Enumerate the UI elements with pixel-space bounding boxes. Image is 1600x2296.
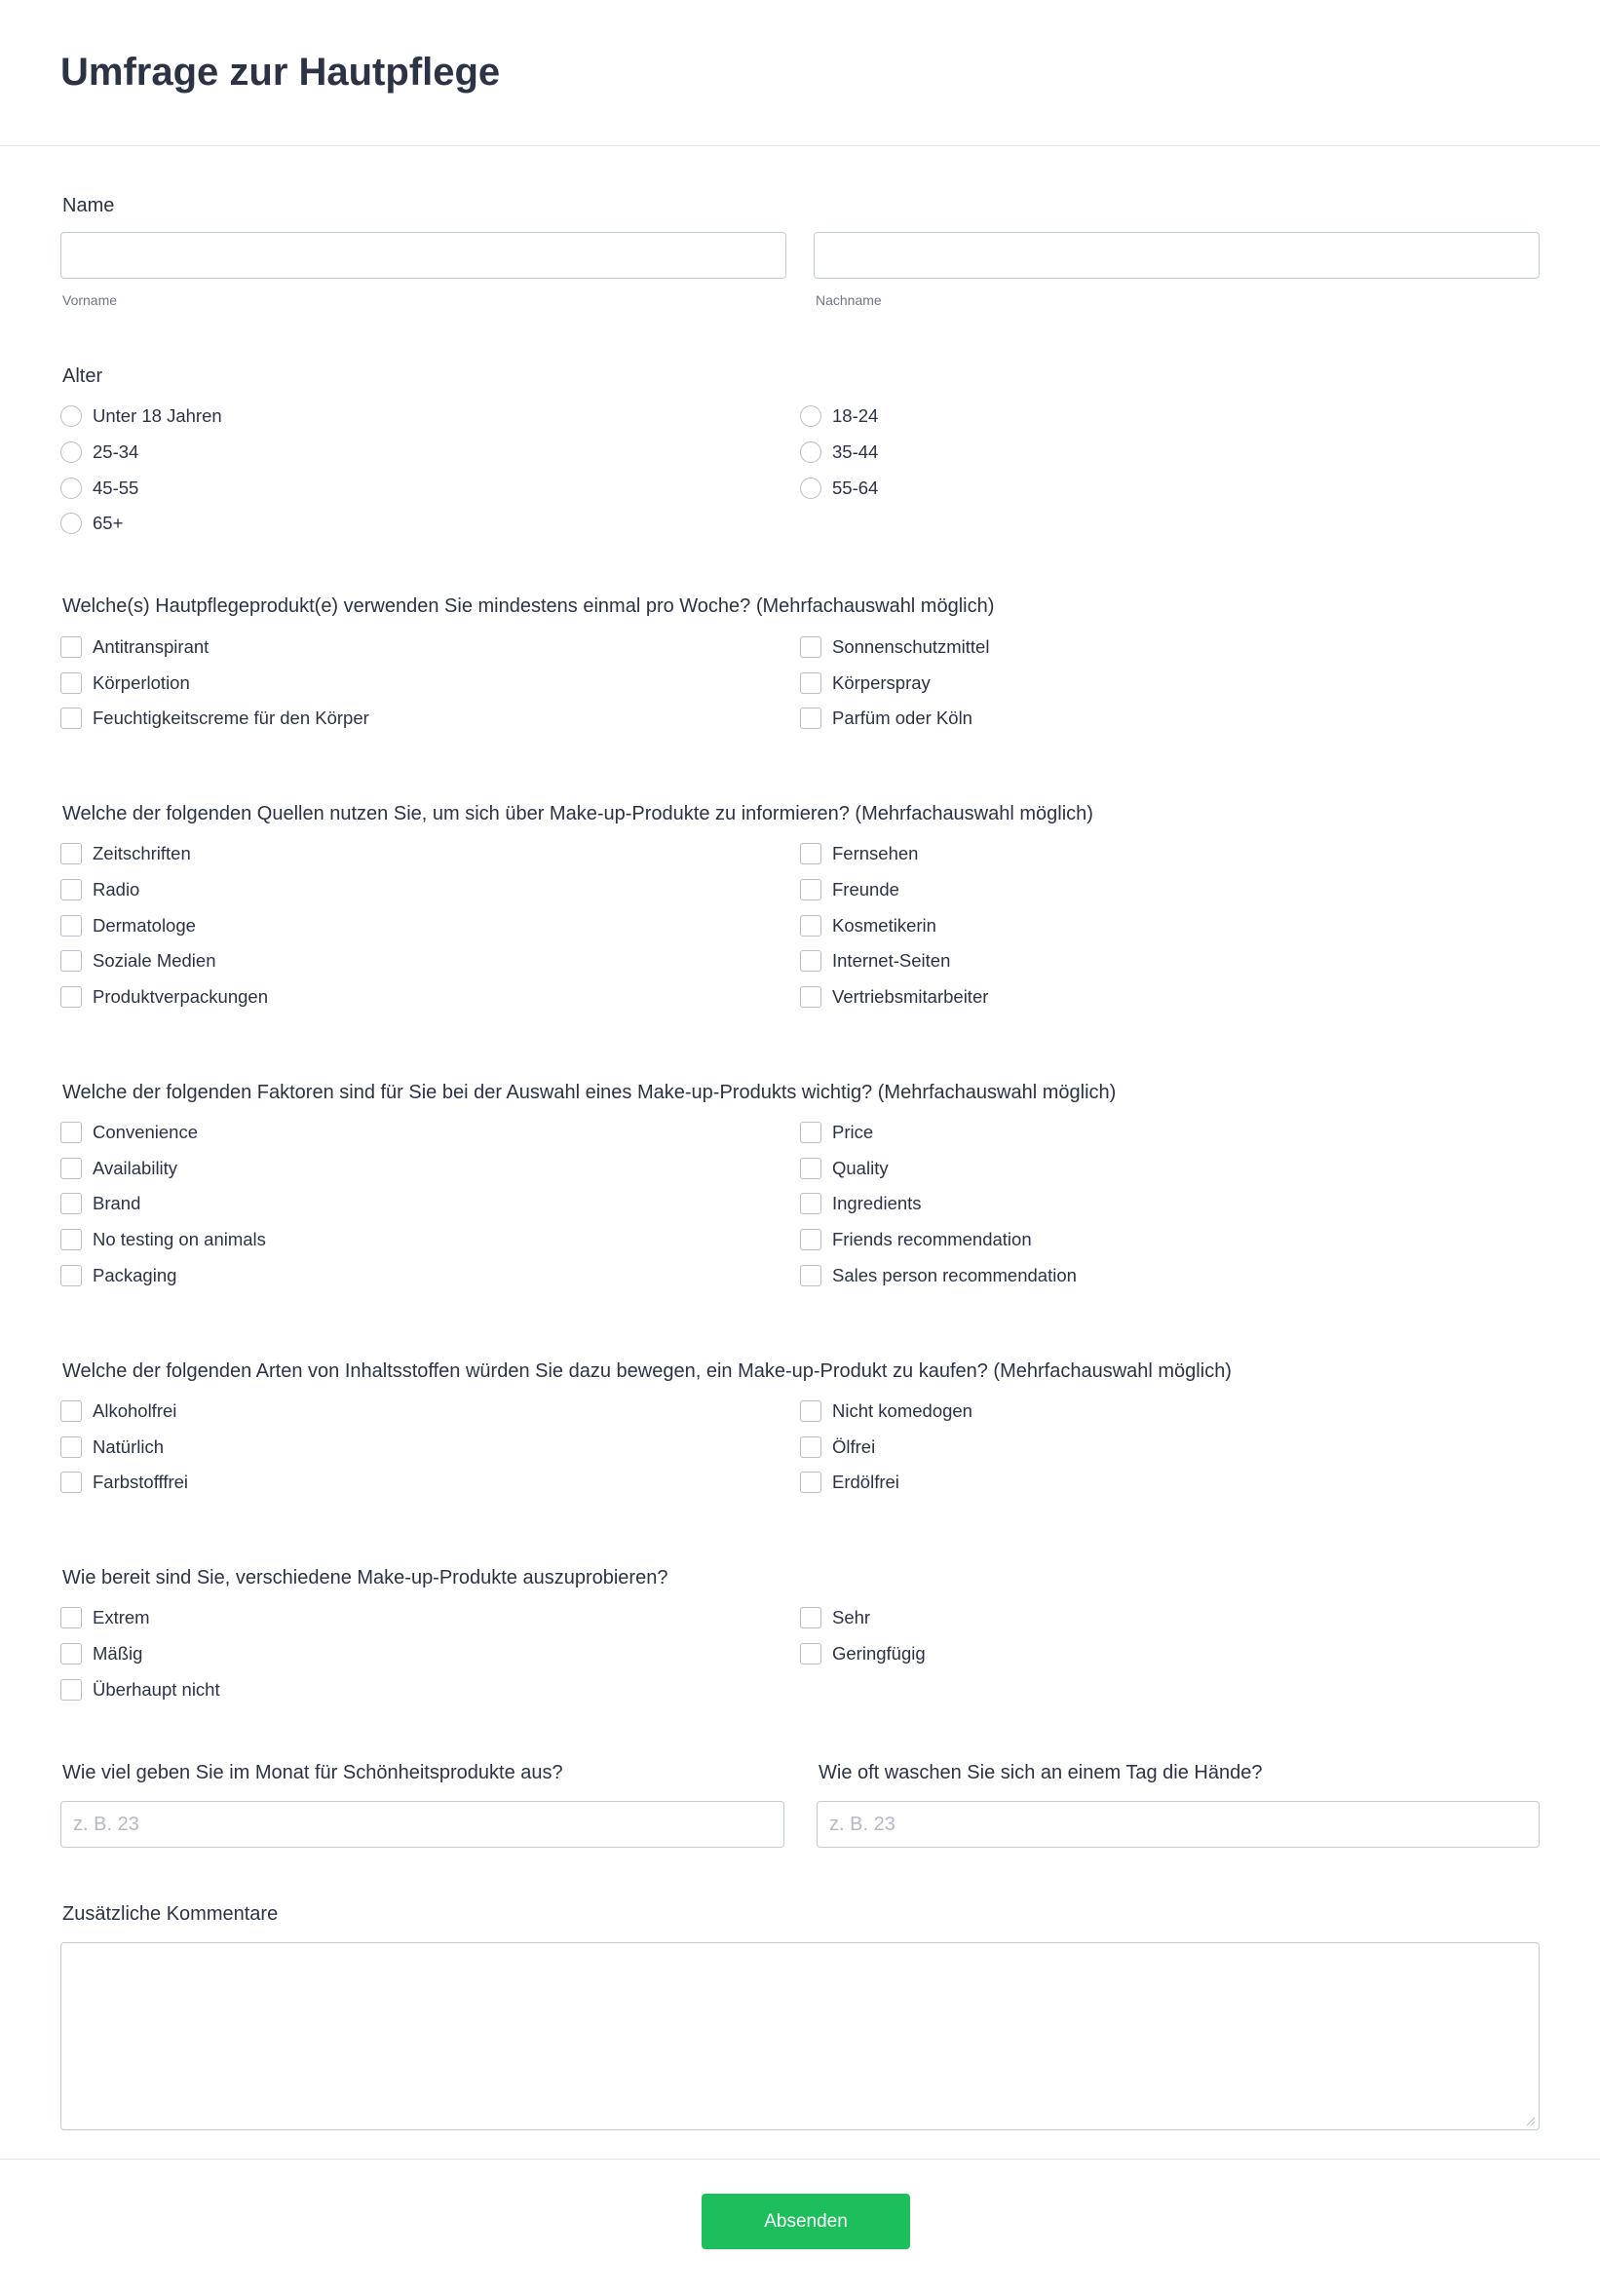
factor-option[interactable] <box>60 1191 140 1216</box>
checkbox[interactable] <box>60 986 82 1008</box>
option-label: Extrem <box>93 1607 150 1627</box>
age-option[interactable] <box>60 403 222 429</box>
option-label: Überhaupt nicht <box>93 1679 220 1700</box>
checkbox[interactable] <box>800 1436 821 1458</box>
last-name-input[interactable] <box>814 232 1540 279</box>
option-label: Quality <box>832 1158 889 1178</box>
product-option[interactable] <box>60 634 209 660</box>
last-name-sublabel: Nachname <box>816 292 882 308</box>
source-option[interactable] <box>800 877 899 902</box>
ingredient-option[interactable] <box>800 1398 972 1424</box>
checkbox[interactable] <box>800 950 821 972</box>
spend-label: Wie viel geben Sie im Monat für Schönheitsprodukte aus? <box>62 1762 563 1783</box>
resize-handle-icon[interactable] <box>1524 2115 1536 2126</box>
checkbox[interactable] <box>800 1472 821 1493</box>
option-label: Soziale Medien <box>93 950 216 971</box>
checkbox[interactable] <box>800 1643 821 1665</box>
checkbox[interactable] <box>800 879 821 900</box>
checkbox[interactable] <box>60 843 82 864</box>
willingness-label: Wie bereit sind Sie, verschiedene Make-up-Produkte auszuprobieren? <box>62 1567 668 1588</box>
source-option[interactable] <box>60 877 139 902</box>
option-label: Sehr <box>832 1607 871 1627</box>
option-label: Ingredients <box>832 1193 922 1213</box>
option-label: Packaging <box>93 1265 177 1285</box>
checkbox[interactable] <box>60 1400 82 1422</box>
checkbox[interactable] <box>800 636 821 658</box>
product-option[interactable] <box>800 670 931 696</box>
checkbox[interactable] <box>800 1193 821 1214</box>
checkbox[interactable] <box>60 1472 82 1493</box>
checkbox[interactable] <box>800 672 821 694</box>
checkbox[interactable] <box>800 1265 821 1286</box>
option-label: Mäßig <box>93 1643 143 1664</box>
form-title: Umfrage zur Hautpflege <box>60 51 501 94</box>
age-option[interactable] <box>800 476 878 501</box>
option-label: Internet-Seiten <box>832 950 951 971</box>
checkbox[interactable] <box>60 1643 82 1665</box>
factor-option[interactable] <box>800 1263 1077 1288</box>
option-label: Ölfrei <box>832 1436 876 1457</box>
factor-option[interactable] <box>800 1191 922 1216</box>
ingredient-option[interactable] <box>60 1435 164 1460</box>
product-option[interactable] <box>60 670 190 696</box>
checkbox[interactable] <box>800 986 821 1008</box>
option-label: Produktverpackungen <box>93 986 268 1007</box>
option-label: Sales person recommendation <box>832 1265 1077 1285</box>
comments-textarea[interactable] <box>60 1942 1540 2130</box>
source-option[interactable] <box>800 984 988 1010</box>
checkbox[interactable] <box>60 879 82 900</box>
option-label: 25-34 <box>93 441 139 462</box>
checkbox[interactable] <box>60 1122 82 1143</box>
radio-button[interactable] <box>60 478 82 499</box>
handwash-label: Wie oft waschen Sie sich an einem Tag die Hände? <box>819 1762 1263 1783</box>
source-option[interactable] <box>800 913 936 938</box>
checkbox[interactable] <box>60 1158 82 1179</box>
factor-option[interactable] <box>60 1156 177 1181</box>
checkbox[interactable] <box>60 950 82 972</box>
checkbox[interactable] <box>60 915 82 937</box>
checkbox[interactable] <box>800 915 821 937</box>
option-label: Brand <box>93 1193 141 1213</box>
option-label: Farbstofffrei <box>93 1472 189 1492</box>
age-option[interactable] <box>60 440 138 465</box>
comments-label: Zusätzliche Kommentare <box>62 1903 279 1925</box>
factor-option[interactable] <box>800 1120 873 1145</box>
checkbox[interactable] <box>60 1607 82 1628</box>
option-label: Sonnenschutzmittel <box>832 636 990 657</box>
source-option[interactable] <box>60 841 191 866</box>
ingredient-option[interactable] <box>60 1398 176 1424</box>
ingredients-label: Welche der folgenden Arten von Inhaltsstoffen würden Sie dazu bewegen, ein Make-up-Produkt zu kaufen? (Mehrfachauswahl möglich) <box>62 1360 1232 1382</box>
factor-option[interactable] <box>800 1156 889 1181</box>
option-label: Freunde <box>832 879 899 899</box>
factor-option[interactable] <box>60 1120 198 1145</box>
option-label: Fernsehen <box>832 843 919 863</box>
option-label: 35-44 <box>832 441 879 462</box>
option-label: 55-64 <box>832 478 879 498</box>
checkbox[interactable] <box>800 1229 821 1250</box>
factor-option[interactable] <box>60 1227 266 1252</box>
option-label: 18-24 <box>832 405 879 426</box>
source-option[interactable] <box>60 948 216 974</box>
option-label: Parfüm oder Köln <box>832 708 972 728</box>
first-name-input[interactable] <box>60 232 786 279</box>
radio-button[interactable] <box>800 405 821 427</box>
option-label: Convenience <box>93 1122 198 1142</box>
age-option[interactable] <box>60 476 138 501</box>
submit-button[interactable]: Absenden <box>702 2194 910 2249</box>
option-label: Feuchtigkeitscreme für den Körper <box>93 708 369 728</box>
ingredient-option[interactable] <box>800 1470 899 1495</box>
option-label: Availability <box>93 1158 178 1178</box>
ingredient-option[interactable] <box>60 1470 188 1495</box>
handwash-input[interactable] <box>817 1801 1540 1848</box>
option-label: Dermatologe <box>93 915 196 936</box>
source-option[interactable] <box>60 984 268 1010</box>
option-label: Erdölfrei <box>832 1472 899 1492</box>
checkbox[interactable] <box>800 1122 821 1143</box>
checkbox[interactable] <box>60 1679 82 1701</box>
option-label: Geringfügig <box>832 1643 926 1664</box>
checkbox[interactable] <box>800 843 821 864</box>
willingness-option[interactable] <box>800 1605 870 1630</box>
option-label: 65+ <box>93 513 124 533</box>
factor-option[interactable] <box>60 1263 176 1288</box>
product-option[interactable] <box>800 706 972 731</box>
checkbox[interactable] <box>800 1607 821 1628</box>
option-label: Radio <box>93 879 140 899</box>
checkbox[interactable] <box>800 1400 821 1422</box>
option-label: Antitranspirant <box>93 636 210 657</box>
option-label: Unter 18 Jahren <box>93 405 222 426</box>
option-label: Körperspray <box>832 672 931 693</box>
radio-button[interactable] <box>800 478 821 499</box>
option-label: Kosmetikerin <box>832 915 936 936</box>
option-label: Vertriebsmitarbeiter <box>832 986 989 1007</box>
option-label: Nicht komedogen <box>832 1400 972 1421</box>
product-option[interactable] <box>60 706 369 731</box>
option-label: Körperlotion <box>93 672 190 693</box>
option-label: Alkoholfrei <box>93 1400 177 1421</box>
checkbox[interactable] <box>800 708 821 729</box>
age-option[interactable] <box>800 403 878 429</box>
willingness-option[interactable] <box>800 1641 926 1666</box>
source-option[interactable] <box>800 841 918 866</box>
product-option[interactable] <box>800 634 989 660</box>
factor-option[interactable] <box>800 1227 1032 1252</box>
source-option[interactable] <box>800 948 950 974</box>
option-label: Natürlich <box>93 1436 164 1457</box>
age-label: Alter <box>62 365 103 387</box>
sources-label: Welche der folgenden Quellen nutzen Sie, um sich über Make-up-Produkte zu informieren? (Mehrfachauswahl möglich) <box>62 803 1093 824</box>
spend-input[interactable] <box>60 1801 784 1848</box>
checkbox[interactable] <box>60 1436 82 1458</box>
form-header <box>0 0 1600 146</box>
checkbox[interactable] <box>60 1193 82 1214</box>
checkbox[interactable] <box>60 672 82 694</box>
option-label: No testing on animals <box>93 1229 266 1249</box>
willingness-option[interactable] <box>60 1641 142 1666</box>
checkbox[interactable] <box>60 708 82 729</box>
willingness-option[interactable] <box>60 1677 220 1703</box>
first-name-sublabel: Vorname <box>62 292 118 308</box>
checkbox[interactable] <box>800 1158 821 1179</box>
radio-button[interactable] <box>60 405 82 427</box>
source-option[interactable] <box>60 913 196 938</box>
age-option[interactable] <box>60 511 123 536</box>
option-label: 45-55 <box>93 478 139 498</box>
checkbox[interactable] <box>60 1229 82 1250</box>
option-label: Price <box>832 1122 874 1142</box>
checkbox[interactable] <box>60 636 82 658</box>
willingness-option[interactable] <box>60 1605 150 1630</box>
option-label: Zeitschriften <box>93 843 191 863</box>
name-label: Name <box>62 195 115 216</box>
factors-label: Welche der folgenden Faktoren sind für Sie bei der Auswahl eines Make-up-Produkts wichtig? (Mehrfachauswahl möglich) <box>62 1082 1117 1103</box>
age-option[interactable] <box>800 440 878 465</box>
checkbox[interactable] <box>60 1265 82 1286</box>
ingredient-option[interactable] <box>800 1435 875 1460</box>
products-label: Welche(s) Hautpflegeprodukt(e) verwenden Sie mindestens einmal pro Woche? (Mehrfachauswahl möglich) <box>62 595 995 617</box>
option-label: Friends recommendation <box>832 1229 1032 1249</box>
radio-button[interactable] <box>60 513 82 534</box>
radio-button[interactable] <box>60 441 82 463</box>
radio-button[interactable] <box>800 441 821 463</box>
